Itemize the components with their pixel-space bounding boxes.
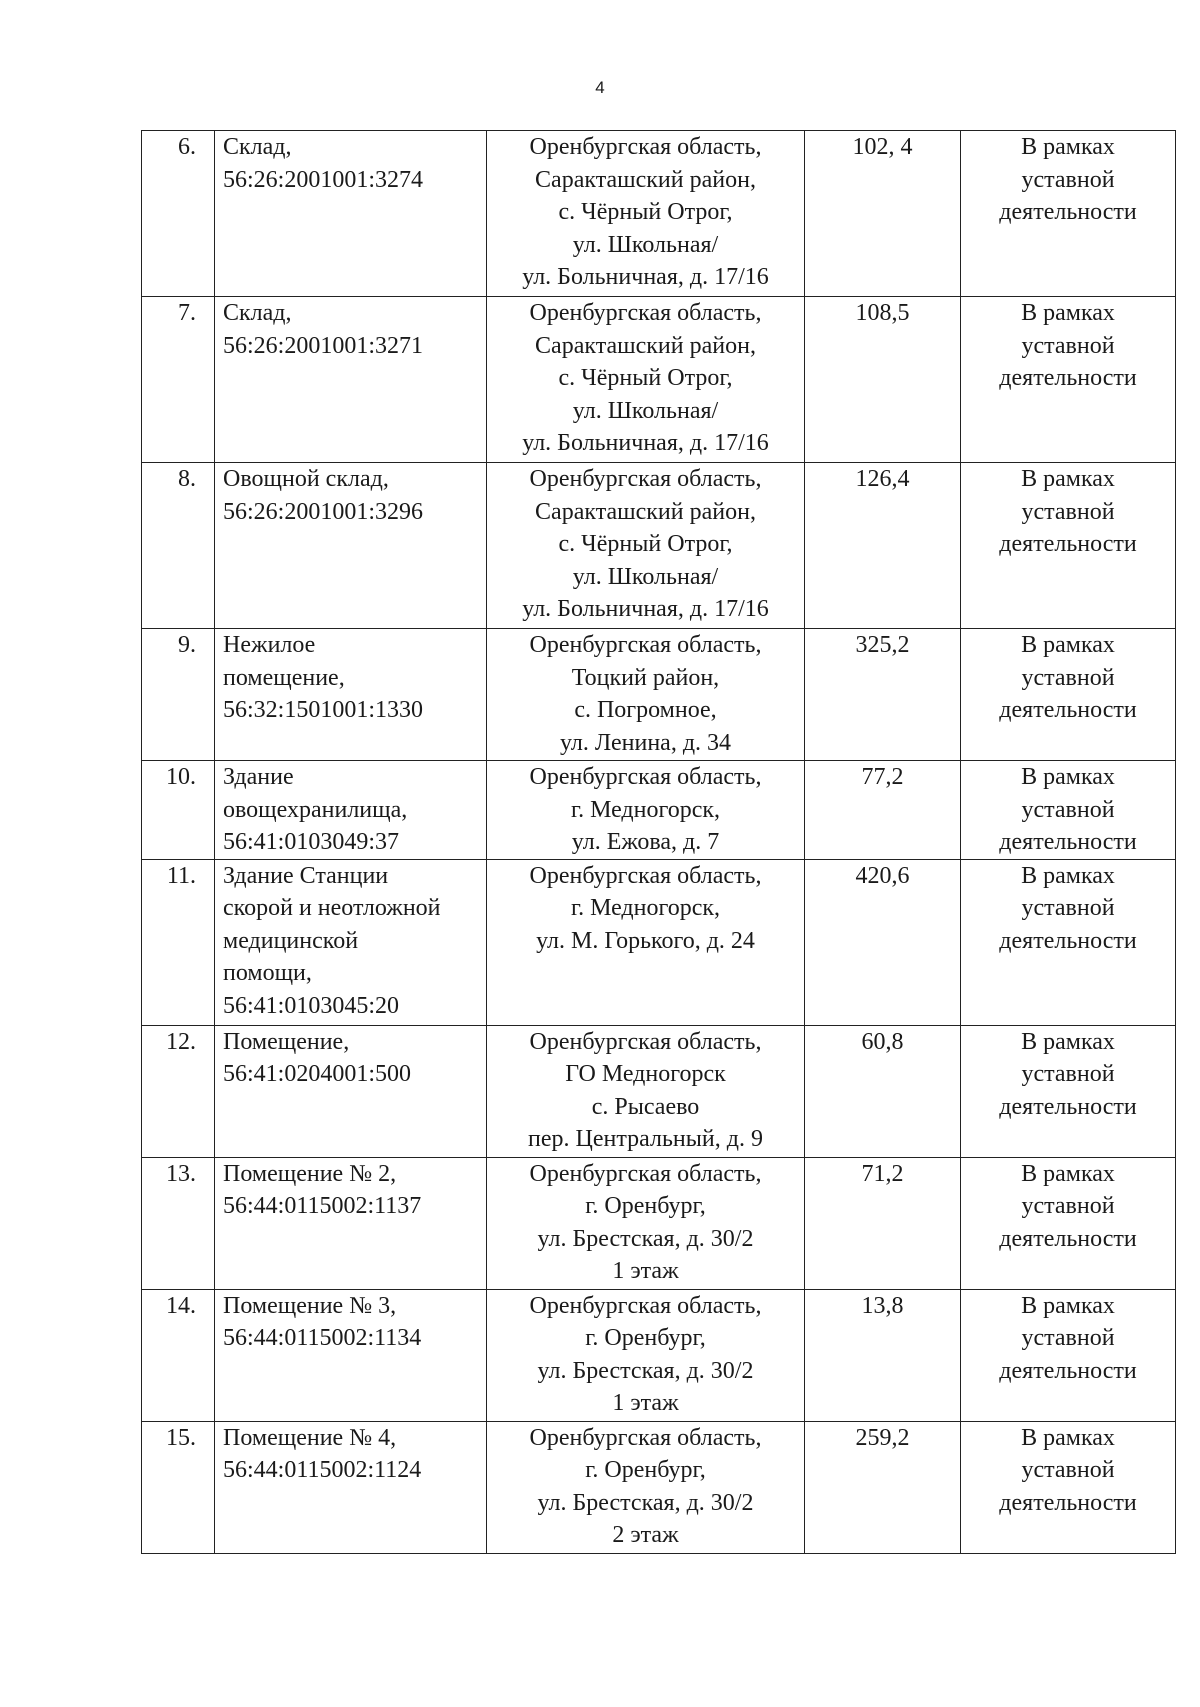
page-number: 4 [595, 78, 605, 97]
address-cell [487, 859, 805, 1025]
object-name-cell [215, 297, 487, 463]
address-line: г. Медногорск, [570, 796, 721, 823]
object-name-cell [215, 1289, 487, 1421]
address-line: Оренбургская область, [529, 1292, 762, 1319]
address-cell [487, 761, 805, 860]
address-cell [487, 297, 805, 463]
address-line: 1 этаж [612, 1390, 679, 1416]
purpose-cell [961, 131, 1176, 297]
address-line: ул. Брестская, д. 30/2 [537, 1357, 754, 1384]
address-line: г. Оренбург, [585, 1457, 706, 1483]
address-line: Оренбургская область, [529, 134, 762, 160]
purpose-line: деятельности [999, 365, 1137, 391]
address-line: Оренбургская область, [529, 1160, 762, 1187]
object-name-line: Овощной склад, [223, 466, 389, 492]
table-row [142, 1421, 1176, 1553]
address-line: с. Чёрный Отрог, [558, 531, 733, 557]
purpose-cell [961, 297, 1176, 463]
address-line: с. Погромное, [574, 697, 717, 723]
address-line: ул. М. Горького, д. 24 [536, 927, 755, 954]
purpose-cell [961, 761, 1176, 860]
address-line: г. Медногорск, [570, 895, 721, 921]
table-row [142, 1289, 1176, 1421]
address-line: Саракташский район, [535, 332, 756, 359]
object-name-cell [215, 1421, 487, 1553]
purpose-line: уставной [1021, 1061, 1115, 1087]
purpose-line: деятельности [999, 829, 1137, 855]
address-line: Оренбургская область, [529, 1028, 762, 1055]
object-name-line: 56:41:0103045:20 [223, 992, 400, 1019]
object-name-line: 56:26:2001001:3274 [223, 166, 424, 193]
address-cell [487, 1025, 805, 1157]
object-name-line: Помещение, [223, 1028, 350, 1055]
purpose-cell [961, 463, 1176, 629]
purpose-line: уставной [1021, 895, 1115, 921]
row-number: 14. [142, 1289, 215, 1421]
address-line: г. Оренбург, [585, 1193, 706, 1219]
table-row [142, 761, 1176, 860]
address-line: Оренбургская область, [529, 862, 762, 889]
object-name-line: медицинской [223, 927, 359, 954]
row-number: 10. [142, 761, 215, 860]
purpose-line: уставной [1021, 796, 1115, 823]
object-name-line: скорой и неотложной [223, 895, 441, 921]
table-row [142, 463, 1176, 629]
object-name-cell [215, 1157, 487, 1289]
address-line: Саракташский район, [535, 166, 756, 193]
object-name-line: Здание Станции [223, 862, 389, 889]
object-name-line: Нежилое [223, 632, 316, 658]
object-name-line: Помещение № 2, [223, 1160, 397, 1187]
purpose-line: В рамках [1021, 1424, 1115, 1451]
purpose-line: В рамках [1021, 1160, 1115, 1187]
purpose-cell [961, 629, 1176, 761]
purpose-cell [961, 1289, 1176, 1421]
table-row [142, 297, 1176, 463]
address-line: Тоцкий район, [571, 664, 720, 691]
address-line: 2 этаж [612, 1522, 679, 1548]
purpose-line: деятельности [999, 199, 1137, 225]
object-name-cell [215, 859, 487, 1025]
object-name-cell [215, 131, 487, 297]
address-line: ул. Ежова, д. 7 [571, 829, 720, 855]
object-name-line: 56:26:2001001:3271 [223, 332, 424, 359]
address-line: Оренбургская область, [529, 300, 762, 326]
table-row [142, 859, 1176, 1025]
purpose-line: В рамках [1021, 300, 1115, 326]
purpose-line: уставной [1021, 498, 1115, 525]
address-line: ул. Больничная, д. 17/16 [522, 264, 769, 290]
area-cell: 325,2 [805, 629, 961, 761]
purpose-line: деятельности [999, 1225, 1137, 1252]
address-line: с. Чёрный Отрог, [558, 199, 733, 225]
object-name-line: 56:44:0115002:1134 [223, 1325, 422, 1351]
purpose-line: уставной [1021, 664, 1115, 691]
purpose-line: деятельности [999, 697, 1137, 723]
object-name-line: Склад, [223, 300, 292, 326]
table-row [142, 1025, 1176, 1157]
area-cell: 259,2 [805, 1421, 961, 1553]
address-cell [487, 463, 805, 629]
object-name-cell [215, 761, 487, 860]
purpose-cell [961, 1157, 1176, 1289]
address-line: ул. Брестская, д. 30/2 [537, 1225, 754, 1252]
area-cell: 77,2 [805, 761, 961, 860]
table-row [142, 629, 1176, 761]
row-number: 12. [142, 1025, 215, 1157]
address-line: пер. Центральный, д. 9 [528, 1126, 763, 1152]
purpose-line: деятельности [999, 1357, 1137, 1384]
purpose-line: уставной [1021, 1325, 1115, 1351]
object-name-line: 56:26:2001001:3296 [223, 498, 424, 525]
row-number: 15. [142, 1421, 215, 1553]
address-line: Оренбургская область, [529, 764, 762, 790]
address-line: Оренбургская область, [529, 1424, 762, 1451]
object-name-line: 56:44:0115002:1124 [223, 1457, 422, 1483]
purpose-line: В рамках [1021, 1292, 1115, 1319]
address-line: ул. Ленина, д. 34 [559, 729, 732, 756]
object-name-line: Помещение № 3, [223, 1292, 397, 1319]
area-cell: 13,8 [805, 1289, 961, 1421]
address-cell [487, 1157, 805, 1289]
purpose-line: деятельности [999, 1489, 1137, 1516]
object-name-line: 56:41:0103049:37 [223, 829, 400, 855]
address-line: ул. Больничная, д. 17/16 [522, 596, 769, 622]
address-line: ул. Брестская, д. 30/2 [537, 1489, 754, 1516]
table-row [142, 1157, 1176, 1289]
purpose-line: деятельности [999, 1093, 1137, 1120]
area-cell: 71,2 [805, 1157, 961, 1289]
purpose-cell [961, 1421, 1176, 1553]
purpose-cell [961, 1025, 1176, 1157]
object-name-line: 56:32:1501001:1330 [223, 697, 424, 723]
purpose-line: уставной [1021, 1193, 1115, 1219]
area-cell: 420,6 [805, 859, 961, 1025]
area-cell: 108,5 [805, 297, 961, 463]
area-cell: 60,8 [805, 1025, 961, 1157]
object-name-cell [215, 463, 487, 629]
object-name-line: Помещение № 4, [223, 1424, 397, 1451]
row-number: 8. [142, 463, 215, 629]
address-line: Саракташский район, [535, 498, 756, 525]
purpose-line: В рамках [1021, 134, 1115, 160]
address-line: 1 этаж [612, 1258, 679, 1284]
row-number: 6. [142, 131, 215, 297]
address-cell [487, 629, 805, 761]
purpose-line: уставной [1021, 166, 1115, 193]
row-number: 11. [142, 859, 215, 1025]
address-line: с. Рысаево [591, 1093, 700, 1120]
address-line: ул. Школьная/ [572, 231, 719, 258]
object-name-cell [215, 1025, 487, 1157]
row-number: 9. [142, 629, 215, 761]
purpose-line: В рамках [1021, 466, 1115, 492]
object-name-line: помещение, [223, 664, 345, 691]
purpose-cell [961, 859, 1176, 1025]
object-name-cell [215, 629, 487, 761]
purpose-line: В рамках [1021, 764, 1115, 790]
address-line: ул. Школьная/ [572, 397, 719, 424]
object-name-line: помощи, [223, 960, 312, 986]
address-line: г. Оренбург, [585, 1325, 706, 1351]
row-number: 7. [142, 297, 215, 463]
purpose-line: деятельности [999, 927, 1137, 954]
address-cell [487, 1289, 805, 1421]
purpose-line: деятельности [999, 531, 1137, 557]
object-name-line: Здание [223, 764, 294, 790]
purpose-line: уставной [1021, 1457, 1115, 1483]
row-number: 13. [142, 1157, 215, 1289]
purpose-line: В рамках [1021, 1028, 1115, 1055]
object-name-line: 56:44:0115002:1137 [223, 1193, 422, 1219]
address-line: Оренбургская область, [529, 466, 762, 492]
object-name-line: овощехранилища, [223, 796, 408, 823]
area-cell: 102, 4 [805, 131, 961, 297]
address-line: ГО Медногорск [565, 1061, 726, 1087]
purpose-line: уставной [1021, 332, 1115, 359]
address-line: ул. Больничная, д. 17/16 [522, 430, 769, 456]
purpose-line: В рамках [1021, 862, 1115, 889]
area-cell: 126,4 [805, 463, 961, 629]
address-line: ул. Школьная/ [572, 563, 719, 590]
property-table [141, 130, 1176, 1554]
address-line: с. Чёрный Отрог, [558, 365, 733, 391]
object-name-line: 56:41:0204001:500 [223, 1061, 412, 1087]
object-name-line: Склад, [223, 134, 292, 160]
address-cell [487, 131, 805, 297]
purpose-line: В рамках [1021, 632, 1115, 658]
address-cell [487, 1421, 805, 1553]
table-row [142, 131, 1176, 297]
address-line: Оренбургская область, [529, 632, 762, 658]
